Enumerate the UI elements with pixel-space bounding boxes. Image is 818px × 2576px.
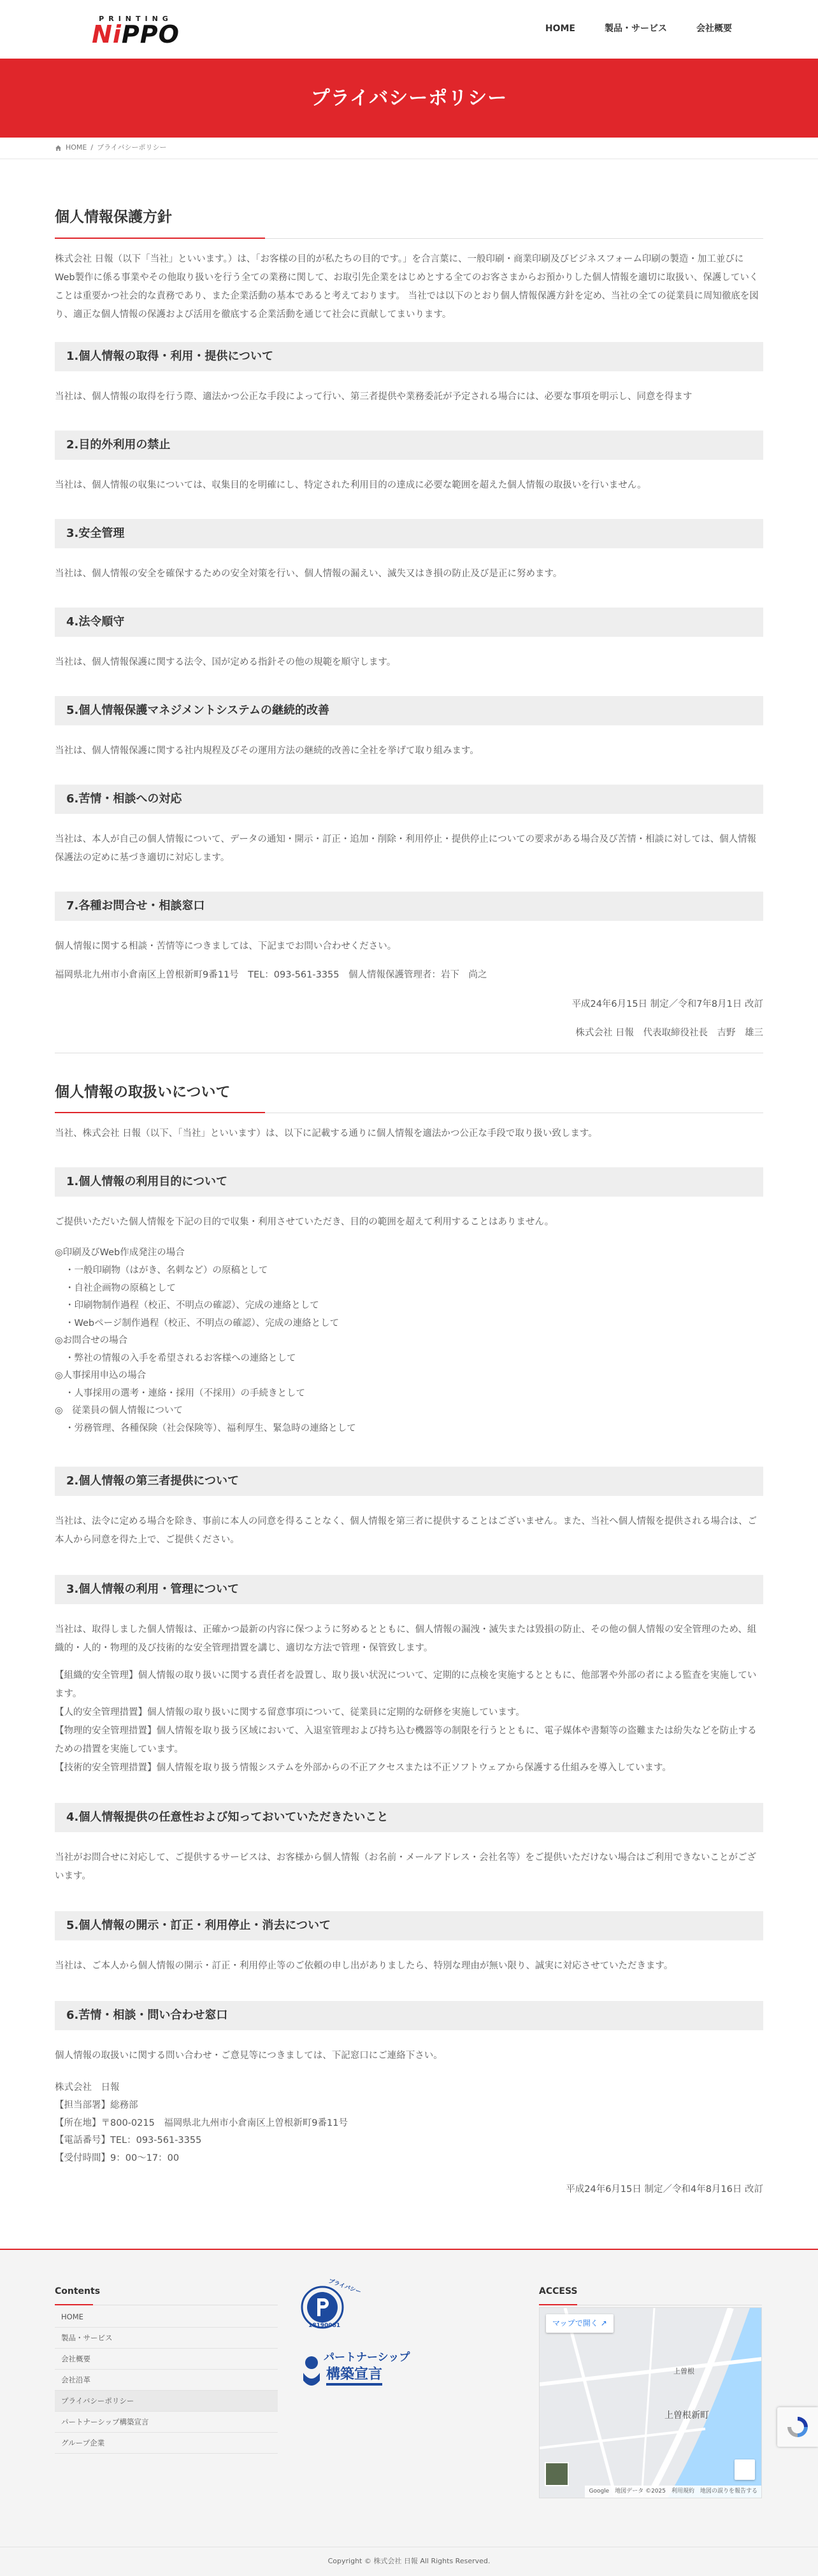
handling-intro: 当社、株式会社 日報（以下、「当社」といいます）は、以下に記載する通りに個人情報を適法かつ公正な手段で取り扱い致します。 bbox=[55, 1128, 598, 1139]
breadcrumb-current: プライバシーポリシー bbox=[97, 143, 167, 152]
policy-heading-6: 6.苦情・相談への対応 bbox=[55, 785, 763, 814]
handling-body-3: 当社は、取得しました個人情報は、正確かつ最新の内容に保つように努めるとともに、個人情報の漏洩・滅失または毀損の防止、その他の個人情報の安全管理のため、組織的・人的・物理的及び技術的な安全管理措置を講じ、適切な方法で管理・保管致します。 bbox=[55, 1625, 757, 1654]
safety-measure: 【技術的安全管理措置】個人情報を取り扱う情報システムを外部からの不正アクセスまたは不正ソフトウェアから保護する仕組みを導入しています。 bbox=[55, 1763, 671, 1774]
handling-body-6: 個人情報の取扱いに関する問い合わせ・ご意見等につきましては、下記窓口にご連絡下さい。 bbox=[55, 2051, 443, 2061]
list-item: ・印刷物制作過程（校正、不明点の確認）、完成の連絡として bbox=[65, 1300, 319, 1311]
policy-items bbox=[55, 342, 763, 867]
handling-body-1: ご提供いただいた個人情報を下記の目的で収集・利用させていただき、目的の範囲を超えて利用することはありません。 bbox=[55, 1217, 554, 1228]
global-nav bbox=[545, 20, 732, 38]
recaptcha-badge[interactable] bbox=[777, 2407, 818, 2447]
policy-contact-address: 福岡県北九州市小倉南区上曽根新町9番11号 TEL：093-561-3355 個人情報保護管理者：岩下 尚之 bbox=[55, 969, 487, 980]
contact-line: 【受付時間】9：00〜17：00 bbox=[55, 2153, 180, 2163]
footer-contents-title: Contents bbox=[55, 2283, 278, 2306]
contact-line: 【電話番号】TEL：093-561-3355 bbox=[55, 2135, 202, 2146]
footer-link-group[interactable]: グループ企業 bbox=[55, 2433, 278, 2454]
nav-company[interactable]: 会社概要 bbox=[696, 24, 732, 34]
safety-measure: 【組織的安全管理】個人情報の取り扱いに関する責任者を設置し、取り扱い状況について、定期的に点検を実施するとともに、他部署や外部の者による監査を実施しています。 bbox=[55, 1670, 757, 1700]
privacy-mark-number: 18190081 bbox=[308, 2322, 341, 2329]
handling-heading-2: 2.個人情報の第三者提供について bbox=[55, 1467, 763, 1496]
policy-body-1: 当社は、個人情報の取得を行う際、適法かつ公正な手段によって行い、第三者提供や業務委託が予定される場合には、必要な事項を明示し、同意を得ます bbox=[55, 391, 692, 402]
list-item: ◎人事採用申込の場合 bbox=[55, 1370, 147, 1381]
footer-link-home[interactable]: HOME bbox=[55, 2307, 278, 2328]
safety-measure: 【物理的安全管理措置】個人情報を取り扱う区域において、入退室管理および持ち込む機器等の制限を行うとともに、電子媒体や書類等の盗難または紛失などを防止するための措置を実施しています。 bbox=[55, 1726, 757, 1755]
handling-title: 個人情報の取扱いについて bbox=[55, 1079, 763, 1114]
handling-heading-3: 3.個人情報の利用・管理について bbox=[55, 1575, 763, 1604]
handling-body-4: 当社がお問合せに対応して、ご提供するサービスは、お客様から個人情報（お名前・メールアドレス・会社名等）をご提供いただけない場合はご利用できないことがございます。 bbox=[55, 1853, 756, 1882]
policy-heading-5: 5.個人情報保護マネジメントシステムの継続的改善 bbox=[55, 696, 763, 725]
page-title-bar bbox=[0, 59, 818, 138]
map-satellite-toggle[interactable] bbox=[545, 2462, 569, 2486]
partnership-label-1: パートナーシップ bbox=[324, 2351, 410, 2364]
home-icon bbox=[55, 145, 62, 152]
logo-small-text: PRINTING bbox=[99, 15, 173, 23]
list-item: ・弊社の情報の入手を希望されるお客様への連絡として bbox=[65, 1353, 296, 1363]
list-item: ◎お問合せの場合 bbox=[55, 1335, 128, 1346]
partnership-badge[interactable] bbox=[301, 2349, 415, 2397]
external-link-icon: ↗ bbox=[600, 2318, 607, 2328]
breadcrumb bbox=[0, 138, 818, 159]
privacy-mark-label: プライバシー bbox=[327, 2277, 362, 2296]
map-label: 上曽根 bbox=[673, 2366, 694, 2375]
handling-body-5: 当社は、ご本人から個人情報の開示・訂正・利用停止等のご依頼の申し出がありましたら、特別な理由が無い限り、誠実に対応させていただきます。 bbox=[55, 1961, 673, 1972]
policy-heading-2: 2.目的外利用の禁止 bbox=[55, 431, 763, 460]
main-content bbox=[0, 159, 818, 2249]
footer-link-privacy[interactable]: プライバシーポリシー bbox=[55, 2391, 278, 2412]
policy-title: 個人情報保護方針 bbox=[55, 204, 763, 239]
footer-contents bbox=[55, 2283, 278, 2454]
footer-link-partnership[interactable]: パートナーシップ構築宣言 bbox=[55, 2412, 278, 2433]
footer-menu bbox=[55, 2307, 278, 2454]
privacy-mark[interactable] bbox=[299, 2277, 363, 2334]
policy-contact-body: 個人情報に関する相談・苦情等につきましては、下記までお問い合わせください。 bbox=[55, 941, 397, 951]
handling-heading-4: 4.個人情報提供の任意性および知っておいていただきたいこと bbox=[55, 1803, 763, 1832]
list-item: ◎ 従業員の個人情報について bbox=[55, 1405, 183, 1416]
footer-link-products[interactable]: 製品・サービス bbox=[55, 2328, 278, 2349]
policy-heading-3: 3.安全管理 bbox=[55, 519, 763, 548]
list-item: ・人事採用の選考・連絡・採用（不採用）の手続きとして bbox=[65, 1388, 305, 1398]
handling-dates: 平成24年6月15日 制定／令和4年8月16日 改訂 bbox=[566, 2184, 763, 2195]
logo-big-text: NiPPO bbox=[92, 20, 180, 48]
copyright: Copyright © 株式会社 日報 All Rights Reserved. bbox=[0, 2547, 818, 2576]
nav-products[interactable]: 製品・サービス bbox=[605, 24, 667, 34]
contact-line: 【担当部署】総務部 bbox=[55, 2100, 138, 2111]
footer-link-company[interactable]: 会社概要 bbox=[55, 2349, 278, 2370]
safety-measure: 【人的安全管理措置】個人情報の取り扱いに関する留意事項について、従業員に定期的な研修を実施しています。 bbox=[55, 1707, 525, 1718]
breadcrumb-home[interactable]: HOME bbox=[66, 143, 87, 152]
map-fullscreen-button[interactable] bbox=[735, 2459, 755, 2480]
policy-body-2: 当社は、個人情報の収集については、収集目的を明確にし、特定された利用目的の達成に必要な範囲を超えた個人情報の取扱いを行いません。 bbox=[55, 480, 647, 490]
policy-heading-7: 7.各種お問合せ・相談窓口 bbox=[55, 892, 763, 921]
contact-line: 【所在地】〒800-0215 福岡県北九州市小倉南区上曽根新町9番11号 bbox=[55, 2117, 348, 2128]
google-map[interactable] bbox=[539, 2307, 762, 2498]
contact-line: 株式会社 日報 bbox=[55, 2082, 120, 2093]
handling-heading-6: 6.苦情・相談・問い合わせ窓口 bbox=[55, 2001, 763, 2030]
footer-link-history[interactable]: 会社沿革 bbox=[55, 2370, 278, 2391]
handshake-icon bbox=[301, 2354, 322, 2392]
policy-heading-4: 4.法令順守 bbox=[55, 608, 763, 637]
breadcrumb-separator: / bbox=[90, 143, 94, 152]
list-item: ・一般印刷物（はがき、名刺など）の原稿として bbox=[65, 1265, 268, 1276]
handling-heading-1: 1.個人情報の利用目的について bbox=[55, 1167, 763, 1197]
handling-heading-5: 5.個人情報の開示・訂正・利用停止・消去について bbox=[55, 1911, 763, 1940]
contact-block bbox=[55, 2079, 763, 2167]
partnership-label-2: 構築宣言 bbox=[326, 2366, 382, 2386]
map-open-button[interactable]: マップで開く ↗ bbox=[546, 2314, 614, 2333]
policy-heading-1: 1.個人情報の取得・利用・提供について bbox=[55, 342, 763, 371]
purpose-list bbox=[55, 1244, 763, 1437]
policy-body-3: 当社は、個人情報の安全を確保するための安全対策を行い、個人情報の漏えい、滅失又はき損の防止及び是正に努めます。 bbox=[55, 568, 563, 579]
policy-intro: 株式会社 日報（以下「当社」といいます。）は、「お客様の目的が私たちの目的です。」を合言葉に、一般印刷・商業印刷及びビジネスフォーム印刷の製造・加工並びにWeb製作に係る事業やその他取り扱いを行う全ての業務に関して、お取引先企業をはじめとする全てのお客さまからお預かりした個人情報を適切に取扱い、保護していくことは重要かつ社会的な責務であり、また企業活動の基本であると考えております。 当社では以下のとおり個人情報保護方針を定め、当社の全ての従業員に周知徹底を図り、適正な個人情報の保護および活用を徹底する企業活動を通じて社会に貢献してまいります。 bbox=[55, 253, 759, 320]
list-item: ・Webページ制作過程（校正、不明点の確認）、完成の連絡として bbox=[65, 1318, 340, 1328]
nippo-logo[interactable] bbox=[88, 15, 183, 46]
handling-body-2: 当社は、法令に定める場合を除き、事前に本人の同意を得ることなく、個人情報を第三者に提供することはございません。また、当社へ個人情報を提供される場合は、ご本人から同意を得た上で、ご提供ください。 bbox=[55, 1516, 757, 1546]
map-label: 上曽根新町 bbox=[664, 2410, 709, 2421]
site-footer bbox=[0, 2249, 818, 2576]
safety-measures bbox=[55, 1667, 763, 1777]
footer-access bbox=[539, 2283, 762, 2306]
list-item: ◎印刷及びWeb作成発注の場合 bbox=[55, 1248, 185, 1258]
recaptcha-icon bbox=[785, 2414, 810, 2440]
policy-body-6: 当社は、本人が自己の個人情報について、データの通知・開示・訂正・追加・削除・利用停止・提供停止についての要求がある場合及び苦情・相談に対しては、個人情報保護法の定めに基づき適切に対応します。 bbox=[55, 834, 757, 863]
list-item: ・労務管理、各種保険（社会保険等）、福利厚生、緊急時の連絡として bbox=[65, 1423, 356, 1434]
site-header bbox=[0, 0, 818, 59]
page-title: プライバシーポリシー bbox=[310, 87, 508, 110]
map-roads bbox=[540, 2308, 762, 2498]
policy-body-5: 当社は、個人情報保護に関する社内規程及びその運用方法の継続的改善に全社を挙げて取り組みます。 bbox=[55, 745, 479, 756]
policy-body-4: 当社は、個人情報保護に関する法令、国が定める指針その他の規範を順守します。 bbox=[55, 657, 396, 667]
nav-home[interactable]: HOME bbox=[545, 24, 575, 34]
footer-access-title: ACCESS bbox=[539, 2283, 762, 2306]
list-item: ・自社企画物の原稿として bbox=[65, 1283, 176, 1293]
policy-dates: 平成24年6月15日 制定／令和7年8月1日 改訂 bbox=[571, 999, 763, 1009]
map-attribution: Google 地図データ ©2025 利用規約 地図の誤りを報告する bbox=[585, 2486, 761, 2498]
policy-signature: 株式会社 日報 代表取締役社長 吉野 雄三 bbox=[575, 1028, 763, 1039]
